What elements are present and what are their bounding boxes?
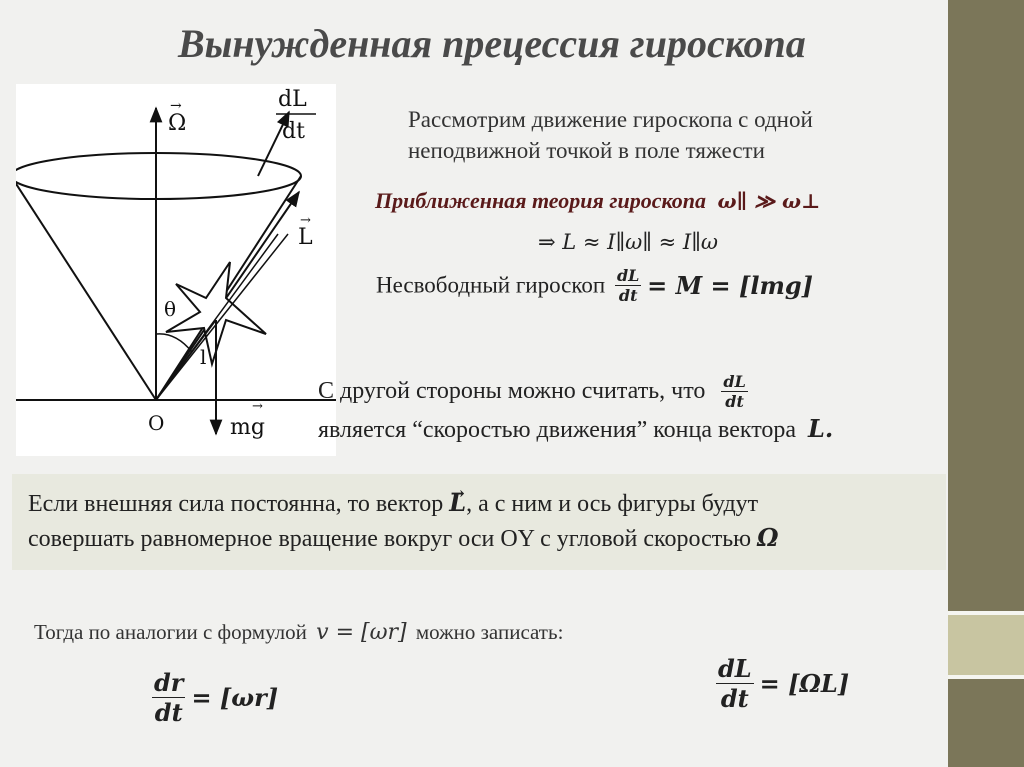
weight-arrow: →: [252, 399, 263, 414]
arm-l: [156, 320, 216, 400]
dl-numerator-label: dL: [278, 87, 307, 112]
omega-arrow: →: [170, 98, 182, 114]
approx-theory-implication: ⇒ L ≈ I∥ω∥ ≈ I∥ω: [538, 230, 719, 254]
l-vector-label: L: [298, 225, 313, 250]
nonfree-fraction-num: dL: [616, 266, 640, 285]
highlight-vector-l: → L: [449, 486, 466, 519]
theta-arc: [156, 334, 192, 352]
nonfree-fraction-den: dt: [618, 286, 638, 305]
equation-left-rhs: = [ωr]: [191, 683, 279, 712]
theta-label: θ: [164, 297, 177, 321]
equation-left-num: dr: [154, 668, 184, 697]
origin-label: O: [148, 411, 165, 435]
nonfree-label: Несвободный гироскоп: [376, 272, 606, 298]
arm-label: l: [200, 345, 207, 369]
equation-left: [152, 668, 278, 727]
cone-side-right: [156, 176, 301, 400]
other-side-line-2: [318, 414, 833, 444]
highlight-line-2: [28, 521, 778, 556]
cone-side-left: [16, 176, 156, 400]
highlight-line-2-a: совершать равномерное вращение вокруг оси OY с угловой скоростью: [28, 526, 752, 552]
nonfree-line: [376, 266, 813, 305]
intro-line-2: неподвижной точкой в поле тяжести: [408, 138, 765, 163]
highlight-line-1-b: , а с ним и ось фигуры будут: [466, 491, 759, 517]
approx-theory-line: [375, 188, 820, 214]
highlight-box-text: [28, 486, 778, 556]
omega-label: Ω: [168, 111, 187, 136]
other-side-fraction-den: dt: [725, 392, 744, 411]
gyroscope-diagram: [16, 84, 336, 456]
analogy-text-a: Тогда по аналогии с формулой: [34, 620, 307, 644]
equation-left-fraction: [152, 668, 185, 727]
l-vector-arrow: →: [300, 213, 311, 228]
page-title: Вынужденная прецессия гироскопа: [178, 21, 806, 66]
other-side-fraction-num: dL: [723, 372, 746, 391]
other-side-line-1: [318, 372, 748, 411]
analogy-line: [34, 620, 563, 645]
equation-right: [716, 654, 849, 713]
weight-label: mg: [230, 415, 265, 440]
l-vector: [156, 192, 299, 400]
equation-right-rhs: = [ΩL]: [759, 669, 850, 698]
equation-right-den: dt: [720, 684, 749, 713]
highlight-omega: Ω: [757, 523, 779, 552]
highlight-line-1: [28, 486, 778, 521]
other-side-text-2: является “скоростью движения” конца вектора: [318, 417, 797, 443]
other-side-vector: L.: [808, 414, 834, 443]
analogy-text-b: можно записать:: [415, 620, 564, 644]
equation-right-fraction: [716, 654, 754, 713]
approx-theory-label: Приближенная теория гироскопа: [375, 188, 707, 213]
highlight-line-1-a: Если внешняя сила постоянна, то вектор: [28, 491, 444, 517]
approx-theory-condition: ω∥ ≫ ω⊥: [717, 189, 821, 213]
sidebar-divider: [948, 675, 1024, 679]
nonfree-fraction: [615, 266, 641, 305]
other-side-fraction: [721, 372, 747, 411]
gyroscope-figure: [16, 84, 336, 456]
equation-right-num: dL: [718, 654, 752, 683]
nonfree-equation: = M = [lmg]: [647, 271, 813, 300]
dl-denominator-label: dt: [282, 119, 305, 144]
intro-text: [408, 104, 813, 166]
sidebar-accent-block: [948, 615, 1024, 675]
intro-line-1: Рассмотрим движение гироскопа с одной: [408, 107, 813, 132]
analogy-formula: v = [ωr]: [316, 620, 407, 645]
equation-left-den: dt: [154, 698, 183, 727]
other-side-text-1: С другой стороны можно считать, что: [318, 378, 706, 404]
